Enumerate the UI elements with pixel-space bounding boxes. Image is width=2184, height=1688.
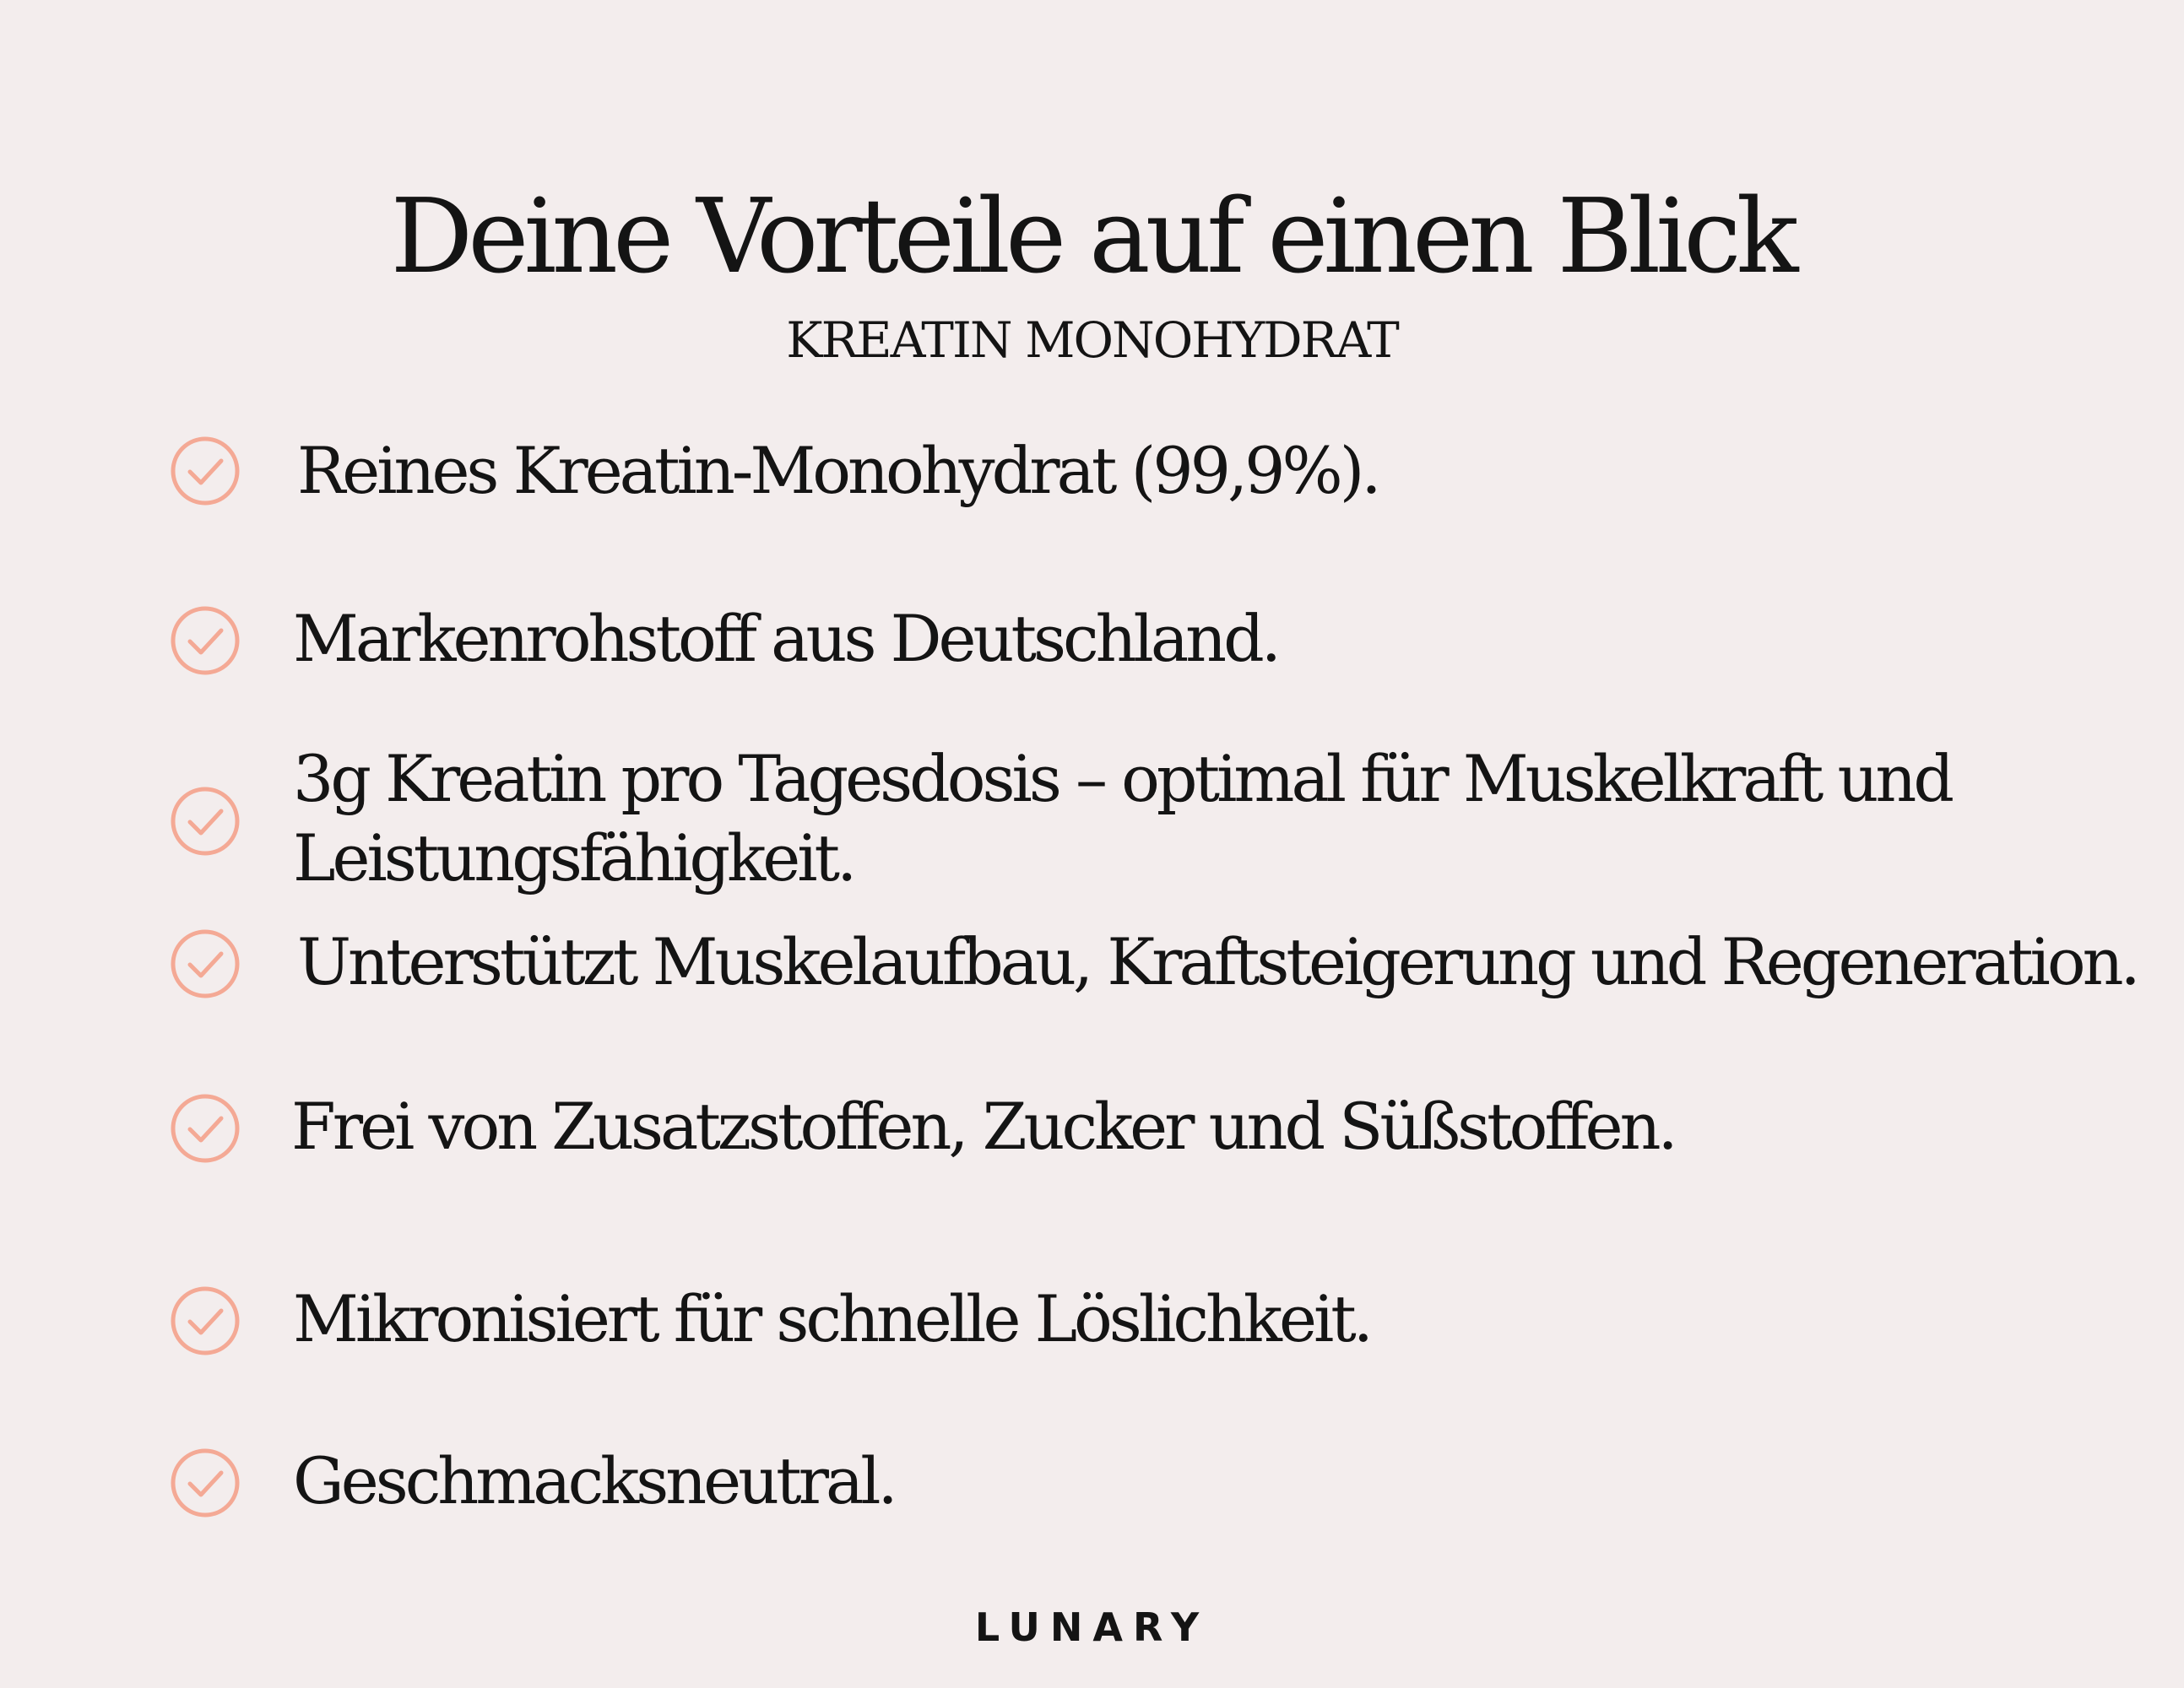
benefit-text: Unterstützt Muskelaufbau, Kraftsteigerung und Regeneration. (297, 924, 2138, 999)
check-circle-icon (169, 1447, 241, 1519)
check-circle-icon (169, 1285, 241, 1357)
benefit-text: Mikronisiert für schnelle Löslichkeit. (293, 1281, 1370, 1356)
brand-logo: LUNARY (974, 1604, 1210, 1650)
benefit-text: Geschmacksneutral. (293, 1443, 895, 1518)
benefit-text: Frei von Zusatzstoffen, Zucker und Süßstoffen. (291, 1089, 1675, 1164)
benefit-text: Reines Kreatin-Monohydrat (99,9%). (297, 433, 1379, 508)
benefit-text-line-1: 3g Kreatin pro Tagesdosis – optimal für Muskelkraft und (293, 741, 1951, 816)
benefit-text-line-2: Leistungsfähigkeit. (293, 820, 854, 895)
check-circle-icon (169, 1092, 241, 1165)
check-circle-icon (169, 785, 241, 858)
check-circle-icon (169, 604, 241, 677)
check-circle-icon (169, 435, 241, 507)
page-subtitle: KREATIN MONOHYDRAT (786, 311, 1398, 369)
check-circle-icon (169, 928, 241, 1000)
benefit-text: Markenrohstoff aus Deutschland. (293, 601, 1278, 676)
page-title: Deine Vorteile auf einen Blick (390, 176, 1794, 296)
